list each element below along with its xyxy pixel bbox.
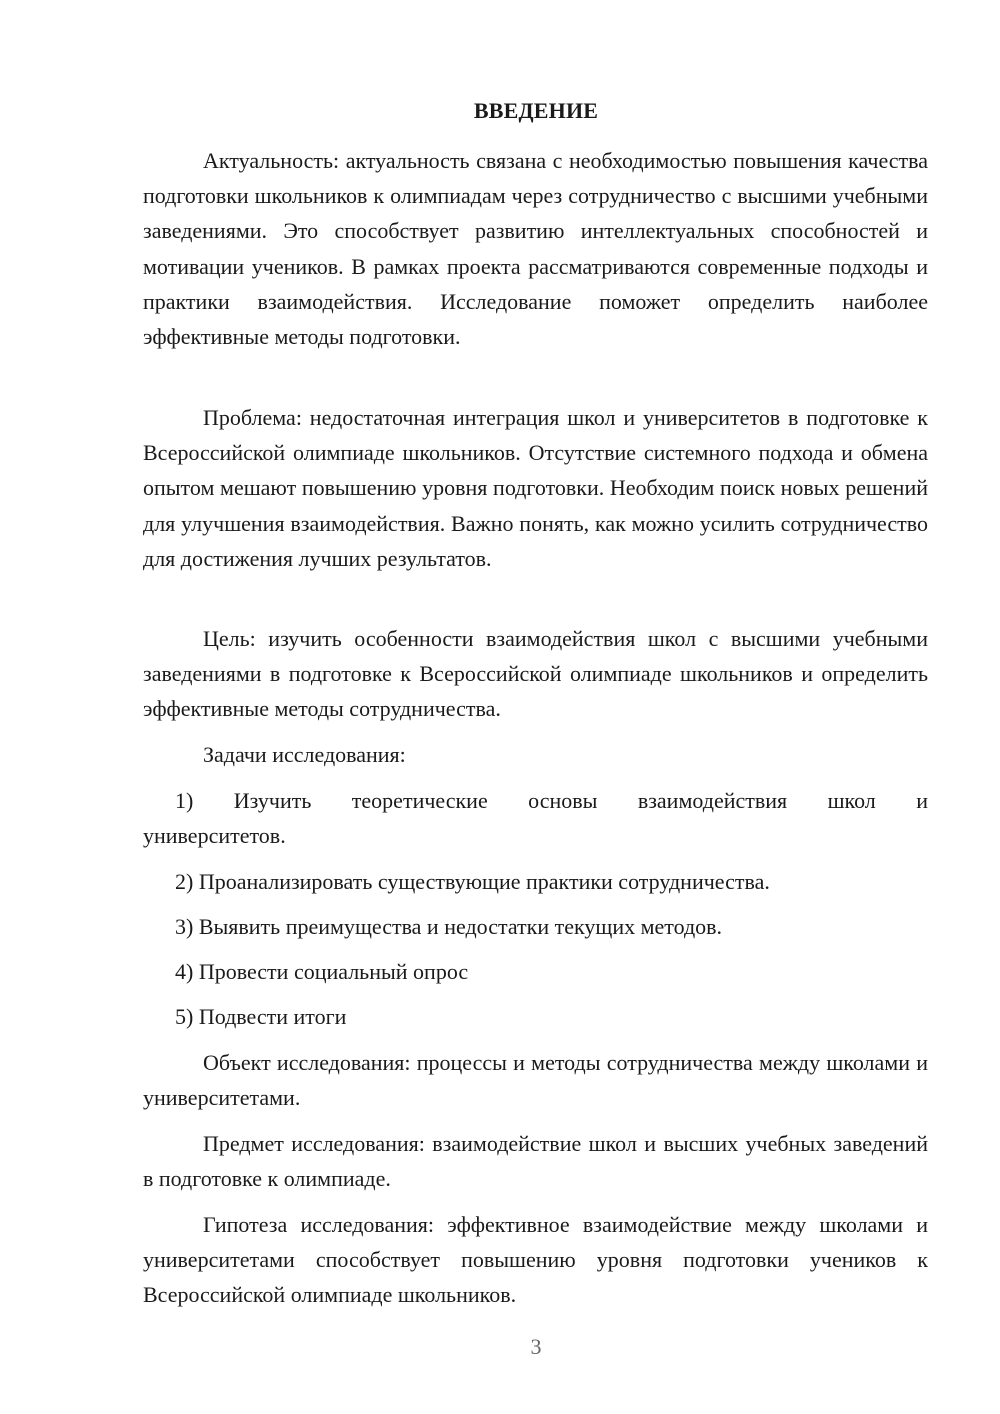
task-item-1: 1) Изучить теоретические основы взаимодействия школ и университетов. [143,788,928,849]
problem-paragraph: Проблема: недостаточная интеграция школ и университетов в подготовке к Всероссийской олимпиаде школьников. Отсутствие системного подхода и обмена опытом мешают повышению уровня подготовки. Необходим поиск новых решений для улучшения взаимодействия. Важно понять, как можно усилить сотрудничество для достижения лучших результатов. [143,405,928,571]
task-item-4: 4) Провести социальный опрос [175,959,469,984]
object-paragraph: Объект исследования: процессы и методы сотрудничества между школами и университетами. [143,1050,928,1111]
page-title: ВВЕДЕНИЕ [473,98,599,123]
task-item-3: 3) Выявить преимущества и недостатки текущих методов. [175,914,723,939]
relevance-paragraph: Актуальность: актуальность связана с необходимостью повышения качества подготовки школьников к олимпиадам через сотрудничество с высшими учебными заведениями. Это способствует развитию интеллектуальных способностей и мотивации учеников. В рамках проекта рассматриваются современные подходы и практики взаимодействия. Исследование поможет определить наиболее эффективные методы подготовки. [143,148,928,350]
hypothesis-paragraph: Гипотеза исследования: эффективное взаимодействие между школами и университетами способствует повышению уровня подготовки учеников к Всероссийской олимпиаде школьников. [143,1212,928,1308]
task-item-5: 5) Подвести итоги [175,1004,347,1029]
task-item-2: 2) Проанализировать существующие практики сотрудничества. [175,869,770,894]
subject-paragraph: Предмет исследования: взаимодействие школ и высших учебных заведений в подготовке к олимпиаде. [143,1131,928,1192]
goal-paragraph: Цель: изучить особенности взаимодействия школ с высшими учебными заведениями в подготовке к Всероссийской олимпиаде школьников и определить эффективные методы сотрудничества. [143,626,928,722]
tasks-heading: Задачи исследования: [203,742,406,767]
page-number: 3 [530,1334,542,1359]
